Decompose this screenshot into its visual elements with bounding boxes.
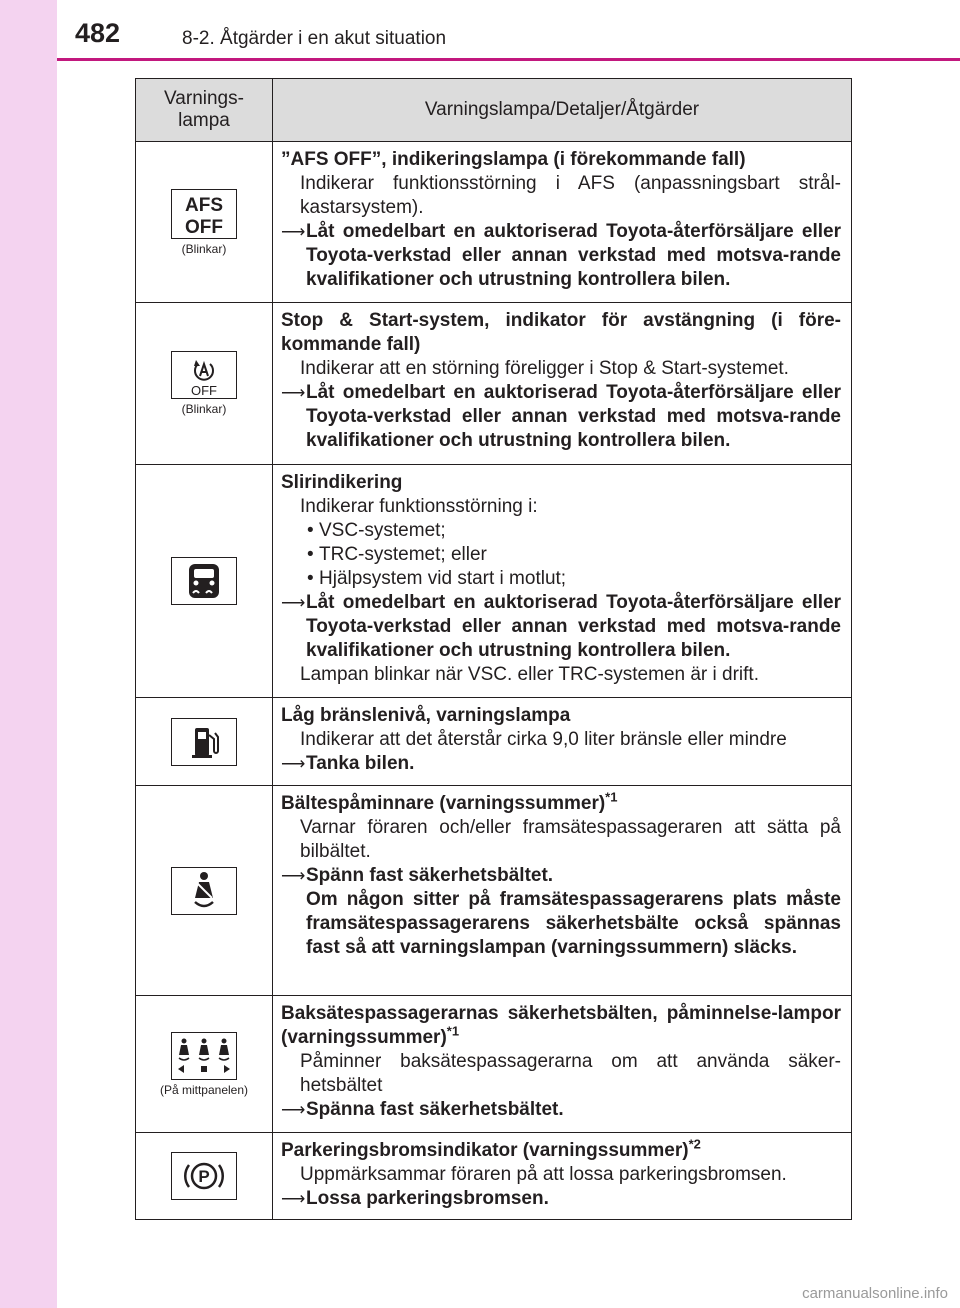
footnote-marker: *1 <box>446 1023 460 1039</box>
arrow-icon: ⟶ <box>281 593 306 612</box>
fuel-pump-icon <box>171 718 237 766</box>
rear-seatbelt-icon <box>171 1032 237 1080</box>
arrow-icon: ⟶ <box>281 222 306 241</box>
footnote-marker: *2 <box>688 1136 701 1152</box>
col-header-lamp <box>136 79 273 142</box>
row-note: Lampan blinkar när VSC. eller TRC-systemen är i drift. <box>300 664 759 685</box>
details-cell <box>273 996 852 1133</box>
row-action-text: Lossa parkeringsbromsen. <box>306 1188 549 1209</box>
row-action <box>281 220 841 292</box>
row-action <box>281 864 841 888</box>
row-action-text: Spänna fast säkerhetsbältet. <box>306 1099 564 1120</box>
row-title: Låg bränslenivå, varningslampa <box>281 705 571 726</box>
section-title: 8-2. Åtgärder i en akut situation <box>182 28 447 49</box>
afs-icon-text-2: OFF <box>185 216 223 238</box>
row-action <box>281 752 841 776</box>
page-number: 482 <box>75 18 121 48</box>
arrow-icon: ⟶ <box>281 866 306 885</box>
arrow-icon: ⟶ <box>281 1100 306 1119</box>
details-cell <box>273 1133 852 1220</box>
row-title: Stop & Start-system, indikator för avstängning (i före-kommande fall) <box>281 310 841 355</box>
list-item <box>281 519 841 543</box>
details-cell <box>273 786 852 996</box>
table-row <box>136 142 852 303</box>
details-cell <box>273 698 852 786</box>
row-title-text: Parkeringsbromsindikator (varningssummer) <box>281 1140 689 1161</box>
slip-indicator-icon <box>171 557 237 605</box>
seatbelt-icon <box>171 867 237 915</box>
row-action-text: Låt omedelbart en auktoriserad Toyota-återförsäljare eller Toyota-verkstad eller annan verkstad med motsva-rande kvalifikationer och utrustning kontrollera bilen. <box>306 592 841 661</box>
row-title <box>281 789 841 816</box>
row-title <box>281 1002 841 1050</box>
bullet-icon: • <box>307 520 314 541</box>
table-header-row <box>136 79 852 142</box>
row-text: Påminner baksätespassagerarna om att använda säker-hetsbältet <box>300 1051 841 1096</box>
lamp-cell <box>136 1133 273 1220</box>
row-text: Indikerar funktionsstörning i AFS (anpassningsbart strål-kastarsystem). <box>300 173 841 218</box>
afs-off-icon <box>171 189 237 239</box>
row-title: Slirindikering <box>281 472 403 493</box>
table-row <box>136 465 852 698</box>
footnote-marker: *1 <box>605 789 618 805</box>
list-item-text: Hjälpsystem vid start i motlut; <box>319 568 567 589</box>
lamp-caption: (Blinkar) <box>181 402 227 416</box>
row-title-text: Bältespåminnare (varningssummer) <box>281 793 606 814</box>
row-action <box>281 1098 841 1122</box>
row-action-text: Låt omedelbart en auktoriserad Toyota-återförsäljare eller Toyota-verkstad eller annan verkstad med motsva-rande kvalifikationer och utrustning kontrollera bilen. <box>306 382 841 451</box>
lamp-cell <box>136 786 273 996</box>
header-divider <box>57 58 960 61</box>
list-item-text: VSC-systemet; <box>319 520 446 541</box>
page-side-tab <box>0 0 57 1308</box>
list-item-text: TRC-systemet; eller <box>319 544 487 565</box>
row-title <box>281 1136 841 1163</box>
table-row <box>136 1133 852 1220</box>
list-item <box>281 543 841 567</box>
row-action <box>281 381 841 453</box>
col-header-lamp-text: Varnings- lampa <box>164 88 244 131</box>
parking-brake-icon <box>171 1152 237 1200</box>
warning-lamp-table <box>135 78 852 1220</box>
details-cell <box>273 142 852 303</box>
row-text: Uppmärksammar föraren på att lossa parkeringsbromsen. <box>300 1164 787 1185</box>
row-title-text: Baksätespassagerarnas säkerhetsbälten, påminnelse-lampor (varningssummer) <box>281 1003 841 1048</box>
arrow-icon: ⟶ <box>281 754 306 773</box>
row-action <box>281 591 841 663</box>
row-action-text: Tanka bilen. <box>306 753 415 774</box>
row-title: ”AFS OFF”, indikeringslampa (i förekommande fall) <box>281 149 746 170</box>
bullet-icon: • <box>307 568 314 589</box>
lamp-caption: (På mittpanelen) <box>159 1082 249 1097</box>
lamp-cell <box>136 996 273 1133</box>
lamp-caption: (Blinkar) <box>181 241 227 256</box>
table-row <box>136 698 852 786</box>
list-item <box>281 567 841 591</box>
lamp-cell <box>136 142 273 303</box>
stop-start-off-icon <box>171 351 237 399</box>
details-cell <box>273 303 852 465</box>
row-text: Indikerar att det återstår cirka 9,0 liter bränsle eller mindre <box>300 729 787 750</box>
parking-brake-icon-text: P <box>198 1167 210 1186</box>
arrow-icon: ⟶ <box>281 383 306 402</box>
table-row <box>136 786 852 996</box>
stop-start-icon-text: OFF <box>191 383 217 398</box>
row-action-extra: Om någon sitter på framsätespassagerarens plats måste framsätespassagerarens säkerhetsbälte också spännas fast så att varningslampan (varningssummern) släcks. <box>306 889 841 958</box>
table-row <box>136 303 852 465</box>
lamp-cell <box>136 303 273 465</box>
lamp-cell <box>136 465 273 698</box>
bullet-icon: • <box>307 544 314 565</box>
watermark: carmanualsonline.info <box>802 1285 948 1302</box>
afs-icon-text-1: AFS <box>185 194 223 216</box>
table-row <box>136 996 852 1133</box>
row-text: Varnar föraren och/eller framsätespassageraren att sätta på bilbältet. <box>300 817 841 862</box>
row-action <box>281 1187 841 1211</box>
row-action-text: Spänn fast säkerhetsbältet. <box>306 865 554 886</box>
row-action-text: Låt omedelbart en auktoriserad Toyota-återförsäljare eller Toyota-verkstad eller annan verkstad med motsva-rande kvalifikationer och utrustning kontrollera bilen. <box>306 221 841 290</box>
arrow-icon: ⟶ <box>281 1189 306 1208</box>
col-header-details: Varningslampa/Detaljer/Åtgärder <box>273 79 852 142</box>
lamp-cell <box>136 698 273 786</box>
row-text: Indikerar att en störning föreligger i Stop & Start-systemet. <box>300 358 789 379</box>
details-cell <box>273 465 852 698</box>
row-text: Indikerar funktionsstörning i: <box>300 496 538 517</box>
